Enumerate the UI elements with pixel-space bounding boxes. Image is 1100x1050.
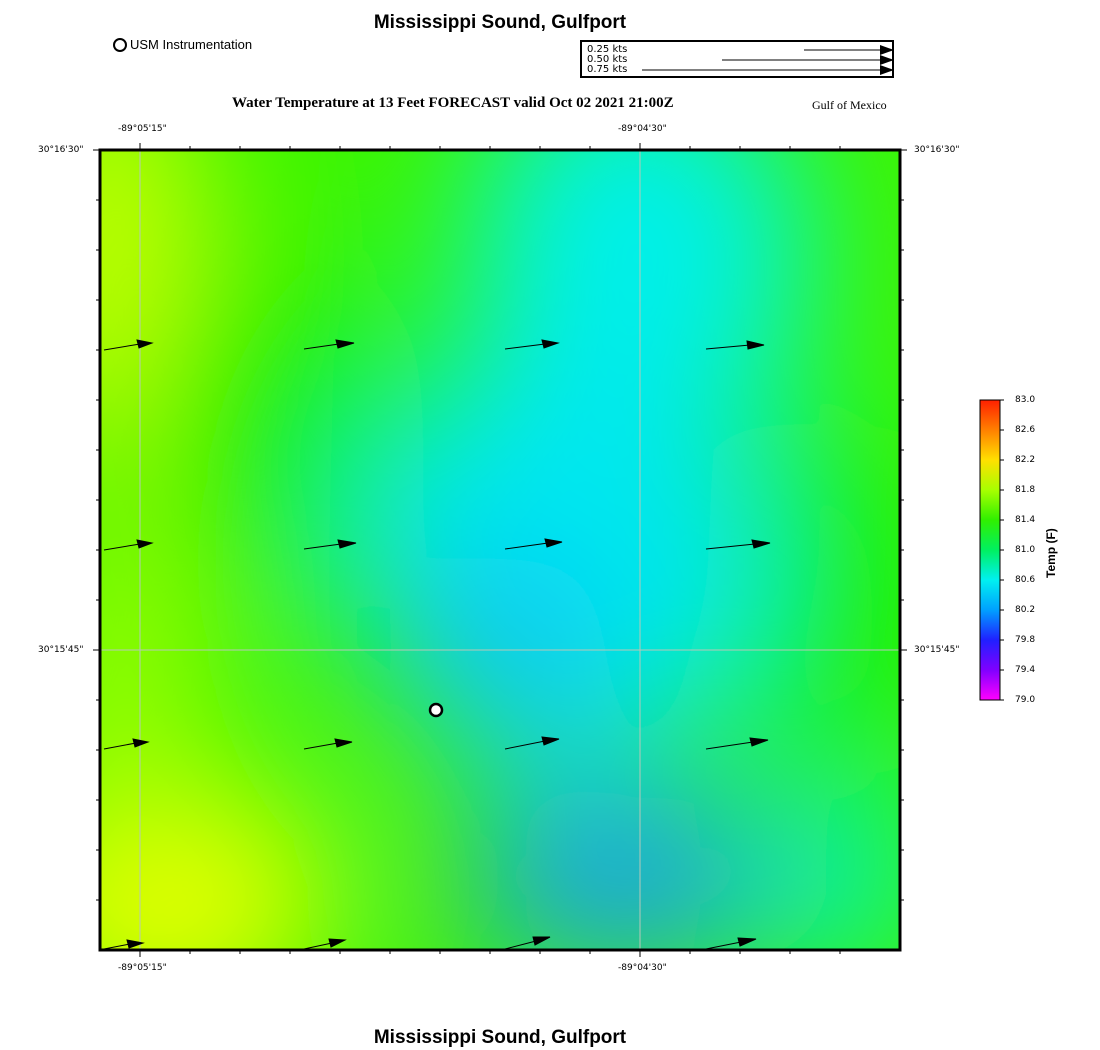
footer-title: Mississippi Sound, Gulfport bbox=[373, 1027, 627, 1048]
lon-label-bottom: -89°05'15" bbox=[118, 963, 167, 973]
colorbar-tick-label: 81.4 bbox=[1015, 515, 1036, 525]
colorbar-tick-label: 80.2 bbox=[1015, 605, 1036, 615]
colorbar-tick-label: 81.8 bbox=[1015, 485, 1036, 495]
colorbar-title: Temp (F) bbox=[1044, 528, 1058, 578]
colorbar bbox=[980, 400, 1004, 700]
lat-label-left: 30°16'30" bbox=[38, 145, 84, 155]
colorbar-tick-label: 79.0 bbox=[1015, 695, 1036, 705]
lon-label-bottom: -89°04'30" bbox=[618, 963, 667, 973]
lat-label-right: 30°15'45" bbox=[914, 645, 960, 655]
vector-key-label: 0.75 kts bbox=[587, 64, 628, 75]
lon-label-top: -89°04'30" bbox=[618, 124, 667, 134]
colorbar-ticks bbox=[1000, 400, 1004, 700]
colorbar-tick-label: 81.0 bbox=[1015, 545, 1036, 555]
colorbar-gradient bbox=[980, 400, 1000, 700]
station-legend-label: USM Instrumentation bbox=[130, 37, 253, 52]
lat-label-left: 30°15'45" bbox=[38, 645, 84, 655]
lon-label-top: -89°05'15" bbox=[118, 124, 167, 134]
lat-label-right: 30°16'30" bbox=[914, 145, 960, 155]
map-title: Mississippi Sound, Gulfport bbox=[373, 12, 627, 33]
vector-key-label: 0.25 kts bbox=[587, 44, 628, 55]
vector-key-label: 0.50 kts bbox=[587, 54, 628, 65]
colorbar-tick-label: 79.8 bbox=[1015, 635, 1036, 645]
usm-station-marker[interactable] bbox=[430, 704, 442, 716]
colorbar-tick-label: 79.4 bbox=[1015, 665, 1036, 675]
colorbar-tick-label: 83.0 bbox=[1015, 395, 1036, 405]
colorbar-tick-label: 82.6 bbox=[1015, 425, 1036, 435]
colorbar-tick-label: 82.2 bbox=[1015, 455, 1036, 465]
forecast-subtitle: Water Temperature at 13 Feet FORECAST valid Oct 02 2021 21:00Z bbox=[232, 95, 674, 111]
region-label: Gulf of Mexico bbox=[812, 98, 887, 112]
colorbar-tick-label: 80.6 bbox=[1015, 575, 1036, 585]
